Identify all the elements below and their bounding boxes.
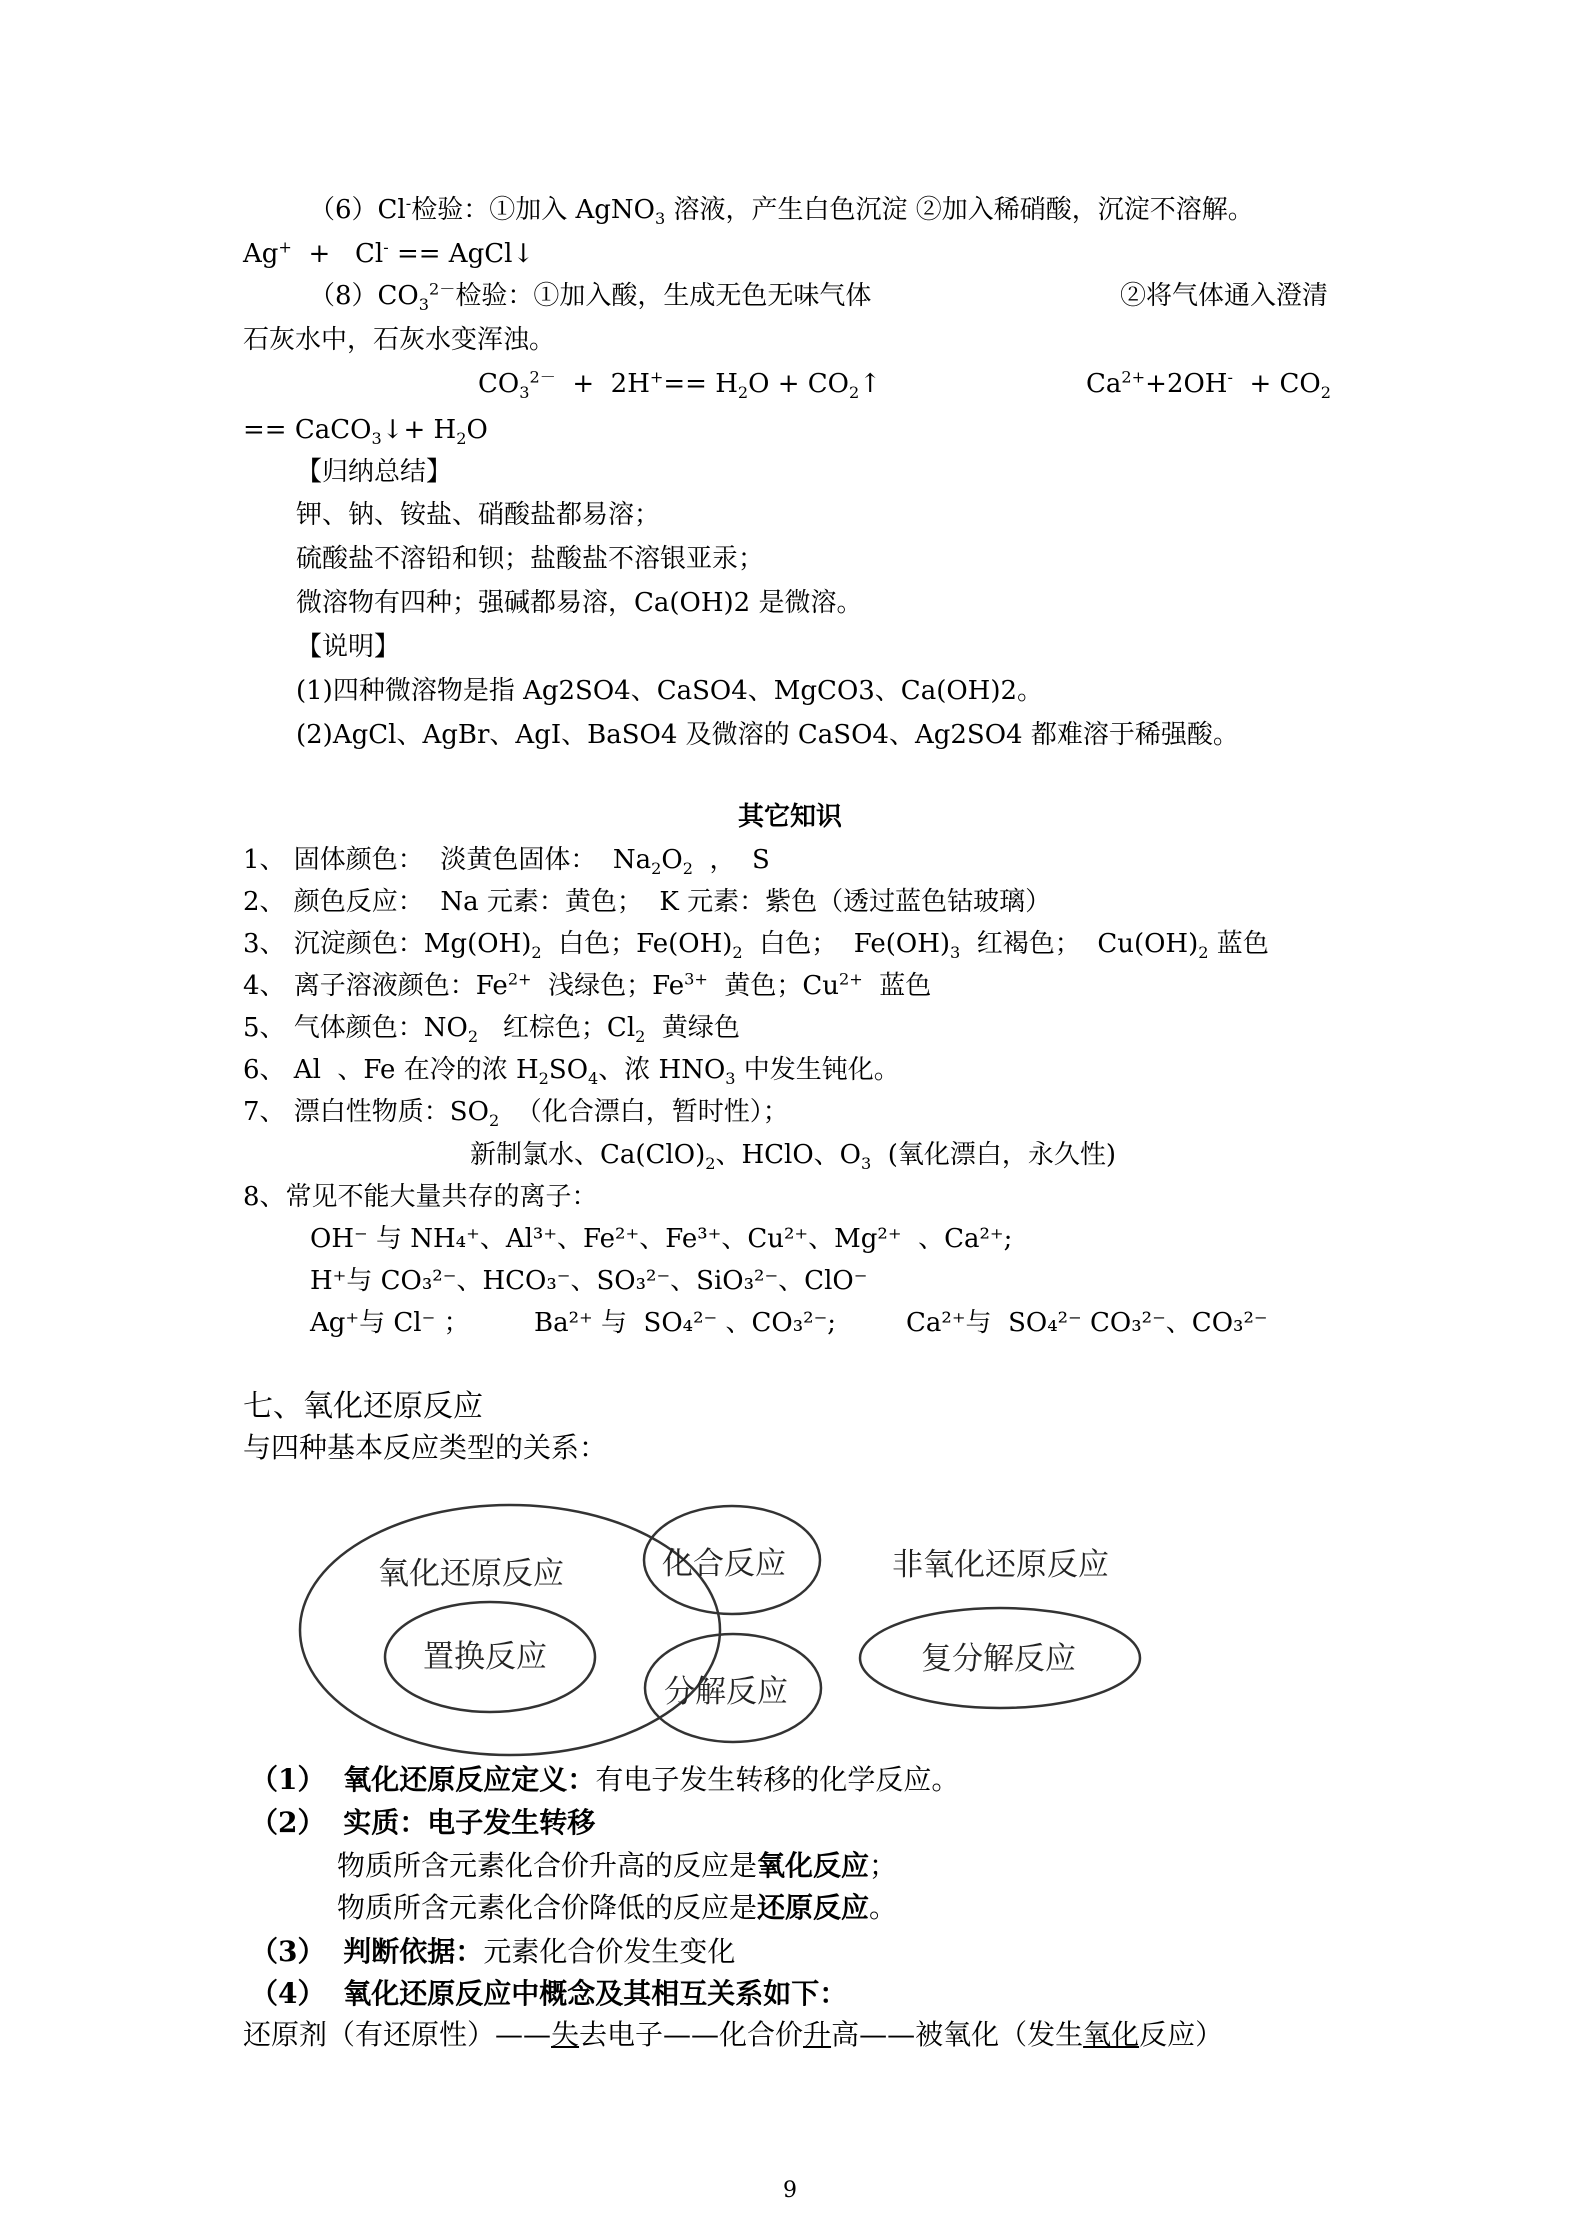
redox-point-2: （2） 实质：电子发生转移	[250, 1806, 596, 1839]
co3-equation-2: $Ca^{2+}+2OH^- + CO_2$	[1086, 367, 1331, 403]
redox-relation-text: 与四种基本反应类型的关系：	[243, 1431, 608, 1464]
label-non-redox: 非氧化还原反应	[892, 1547, 1109, 1583]
knowledge-item-8: 8、常见不能大量共存的离子：	[243, 1182, 598, 1212]
redox-point-1: （1） 氧化还原反应定义：有电子发生转移的化学反应。	[250, 1763, 960, 1796]
label-redox: 氧化还原反应	[378, 1556, 564, 1592]
notes-item: (1)四种微溶物是指 Ag2SO4、CaSO4、MgCO3、Ca(OH)2。	[296, 676, 1044, 706]
label-combination: 化合反应	[662, 1546, 786, 1582]
label-displacement: 置换反应	[423, 1639, 547, 1675]
co3-test-step2: ②将气体通入澄清	[1120, 281, 1329, 311]
knowledge-item-8c-ag: Ag⁺与 Cl⁻ ；	[310, 1308, 470, 1338]
page-number: 9	[783, 2178, 797, 2203]
knowledge-item-8b: H⁺与 CO₃²⁻、HCO₃⁻、SO₃²⁻、SiO₃²⁻、ClO⁻	[310, 1266, 868, 1296]
co3-equation-1: $CO_3^{2-} + 2H^+== H_2O$ + $CO_2↑$	[478, 367, 882, 403]
summary-heading: 【归纳总结】	[296, 457, 453, 487]
redox-concept-chain: 还原剂（有还原性）——失去电子——化合价升高——被氧化（发生氧化反应）	[243, 2018, 1224, 2051]
knowledge-item-8a: OH⁻ 与 NH₄⁺、Al³⁺、Fe²⁺、Fe³⁺、Cu²⁺、Mg²⁺ 、Ca²⁺;	[310, 1224, 1013, 1254]
knowledge-item-7-cont: 新制氯水、$Ca(ClO)_2$、HClO、$O_3$ (氧化漂白，永久性)	[470, 1140, 1117, 1174]
summary-item: 钾、钠、铵盐、硝酸盐都易溶；	[296, 500, 661, 530]
summary-item: 硫酸盐不溶铅和钡；盐酸盐不溶银亚汞；	[296, 544, 765, 574]
knowledge-item-8c-ba: Ba²⁺ 与 SO₄²⁻ 、CO₃²⁻;	[534, 1308, 837, 1338]
notes-item: (2)AgCl、AgBr、AgI、BaSO4 及微溶的 CaSO4、Ag2SO4 都难溶于稀强酸。	[296, 720, 1239, 750]
knowledge-item-5: 5、 气体颜色：$NO_2$ 红棕色；$Cl_2$ 黄绿色	[243, 1013, 740, 1047]
knowledge-item-6: 6、 Al 、Fe 在冷的浓 $H_2SO_4$、浓 $HNO_3$ 中发生钝化。	[243, 1055, 900, 1089]
cl-test-equation: Ag+ + Cl- == AgCl↓	[243, 237, 535, 269]
redox-ellipse	[300, 1505, 720, 1755]
cl-test-line: （6）Cl-检验：①加入 AgNO$_3$ 溶液，产生白色沉淀 ②加入稀硝酸，沉淀不溶解。	[309, 193, 1254, 229]
knowledge-item-7: 7、 漂白性物质：$SO_2$ （化合漂白，暂时性）；	[243, 1097, 789, 1131]
knowledge-item-4: 4、 离子溶液颜色：$Fe^{2+}$ 浅绿色；$Fe^{3+}$ 黄色；$Cu^{2+}$ 蓝色	[243, 969, 932, 1001]
redox-point-2-oxidation: 物质所含元素化合价升高的反应是氧化反应；	[337, 1849, 898, 1882]
co3-test-line2: 石灰水中，石灰水变浑浊。	[243, 325, 556, 355]
label-decomposition: 分解反应	[664, 1674, 788, 1710]
knowledge-item-2: 2、 颜色反应： Na 元素：黄色； K 元素：紫色（透过蓝色钴玻璃）	[243, 887, 1052, 917]
redox-section-title: 七、氧化还原反应	[243, 1389, 483, 1424]
redox-point-2-reduction: 物质所含元素化合价降低的反应是还原反应。	[337, 1891, 898, 1924]
summary-item: 微溶物有四种；强碱都易溶，Ca(OH)2 是微溶。	[296, 588, 863, 618]
co3-equation-3: == CaCO$_3$↓+ $H_2O$	[243, 415, 488, 449]
redox-point-4: （4） 氧化还原反应中概念及其相互关系如下：	[250, 1977, 848, 2010]
label-double-decomp: 复分解反应	[921, 1641, 1076, 1677]
knowledge-item-1: 1、 固体颜色： 淡黄色固体： $Na_2O_2$ ， S	[243, 845, 770, 879]
other-knowledge-title: 其它知识	[737, 802, 842, 832]
co3-test-line: $(8)CO_3^{2-}$检验：①加入酸，生成无色无味气体	[309, 279, 872, 315]
knowledge-item-8c-ca: Ca²⁺与 SO₄²⁻ CO₃²⁻、CO₃²⁻	[906, 1308, 1268, 1338]
redox-point-3: （3） 判断依据：元素化合价发生变化	[250, 1935, 736, 1968]
notes-heading: 【说明】	[296, 632, 401, 662]
knowledge-item-3: 3、 沉淀颜色：$Mg(OH)_2$ 白色；$Fe(OH)_2$ 白色； $Fe(OH)_3$ 红褐色； $Cu(OH)_2$ 蓝色	[243, 929, 1269, 963]
